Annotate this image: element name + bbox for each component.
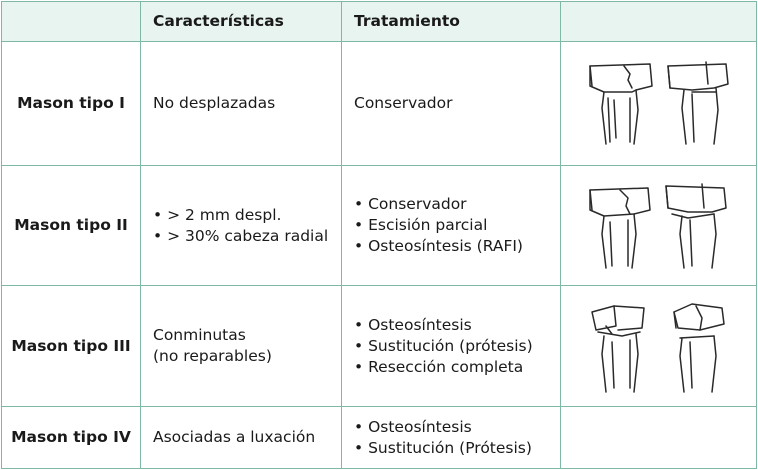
- list-item: • Conservador: [354, 194, 560, 215]
- treatment-cell: [342, 42, 561, 166]
- illustration-cell-empty: [561, 407, 757, 469]
- list-item: • Escisión parcial: [354, 215, 560, 236]
- list-item: • Osteosíntesis: [354, 315, 560, 336]
- radial-head-fracture-type-3-drawing: [584, 296, 734, 396]
- list-item: • Resección completa: [354, 357, 560, 378]
- treatment-list: [354, 315, 560, 378]
- illustration-cell: [561, 166, 757, 286]
- characteristics-list: [153, 205, 341, 247]
- treatment-text: Conservador: [354, 94, 453, 112]
- radial-head-fracture-type-2-drawing: [584, 180, 734, 272]
- table-row: [2, 407, 757, 469]
- mason-classification-table: [1, 1, 757, 469]
- characteristics-cell: [141, 286, 342, 407]
- treatment-list: [354, 417, 560, 459]
- list-item: • Sustitución (Prótesis): [354, 438, 560, 459]
- characteristics-text: Asociadas a luxación: [153, 428, 316, 446]
- treatment-cell: [342, 407, 561, 469]
- table-row: [2, 166, 757, 286]
- mason-type-label: Mason tipo II: [2, 166, 141, 286]
- header-caracteristicas: Características: [141, 2, 342, 42]
- characteristics-text: No desplazadas: [153, 94, 276, 112]
- illustration-cell: [561, 286, 757, 407]
- list-item: • Sustitución (prótesis): [354, 336, 560, 357]
- characteristics-cell: [141, 166, 342, 286]
- header-illustration-cell: [561, 2, 757, 42]
- header-empty-cell: [2, 2, 141, 42]
- treatment-list: [354, 194, 560, 257]
- list-item: • Osteosíntesis: [354, 417, 560, 438]
- table-row: [2, 42, 757, 166]
- list-item: • Osteosíntesis (RAFI): [354, 236, 560, 257]
- list-item: • > 30% cabeza radial: [153, 226, 341, 247]
- treatment-cell: [342, 166, 561, 286]
- illustration-cell: [561, 42, 757, 166]
- mason-type-label: Mason tipo IV: [2, 407, 141, 469]
- header-tratamiento: Tratamiento: [342, 2, 561, 42]
- header-row: [2, 2, 757, 42]
- table-row: [2, 286, 757, 407]
- characteristics-text: Conminutas: [153, 326, 246, 344]
- mason-type-label: Mason tipo I: [2, 42, 141, 166]
- radial-head-fracture-type-1-drawing: [584, 58, 734, 150]
- characteristics-text: (no reparables): [153, 347, 272, 365]
- mason-type-label: Mason tipo III: [2, 286, 141, 407]
- treatment-cell: [342, 286, 561, 407]
- characteristics-cell: [141, 407, 342, 469]
- list-item: • > 2 mm despl.: [153, 205, 341, 226]
- characteristics-cell: [141, 42, 342, 166]
